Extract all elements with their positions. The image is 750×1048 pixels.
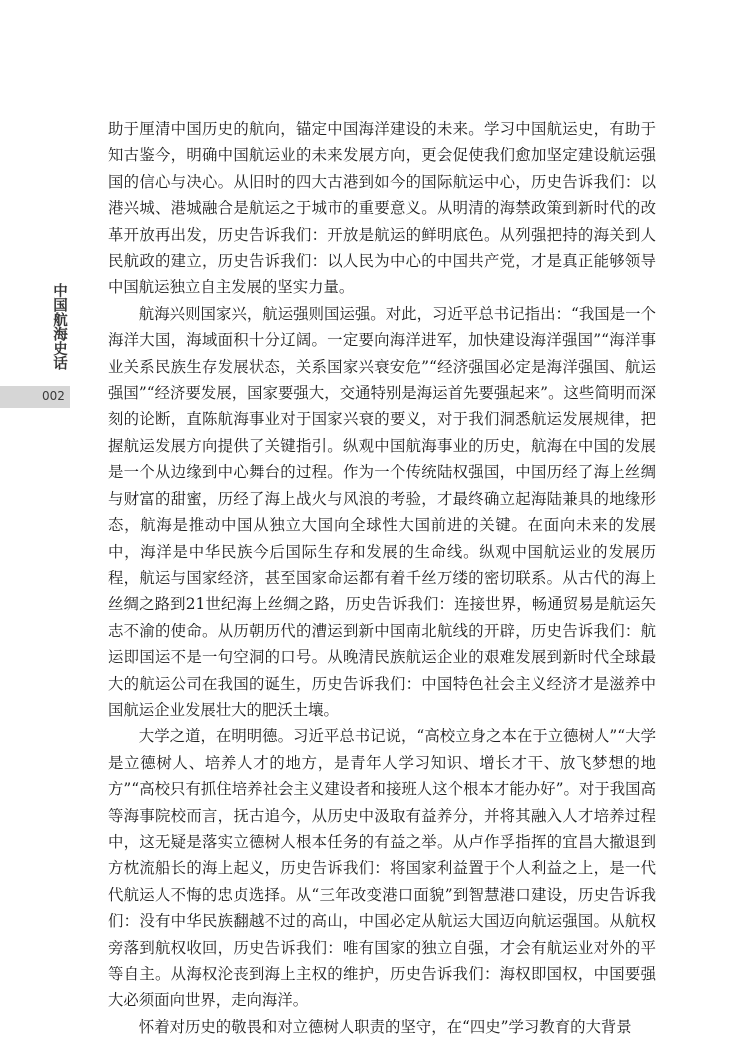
page-number-tab — [0, 386, 70, 408]
page-number: 002 — [42, 389, 65, 403]
paragraph: 航海兴则国家兴，航运强则国运强。对此，习近平总书记指出：“我国是一个海洋大国，海域面积十分辽阔。一定要向海洋进军，加快建设海洋强国”“海洋事业关系民族生存发展状态，关系国家兴衰安危”“经济强国必定是海洋强国、航运强国”“经济要发展，国家要强大，交通特别是海运首先要强起来”。这些简明而深刻的论断，直陈航海事业对于国家兴衰的要义，对于我们洞悉航运发展规律，把握航运发展方向提供了关键指引。纵观中国航海事业的历史，航海在中国的发展是一个从边缘到中心舞台的过程。作为一个传统陆权强国，中国历经了海上丝绸与财富的甜蜜，历经了海上战火与风浪的考验，才最终确立起海陆兼具的地缘形态，航海是推动中国从独立大国向全球性大国前进的关键。在面向未来的发展中，海洋是中华民族今后国际生存和发展的生命线。纵观中国航运业的发展历程，航运与国家经济，甚至国家命运都有着千丝万缕的密切联系。从古代的海上丝绸之路到21世纪海上丝绸之路，历史告诉我们：连接世界，畅通贸易是航运矢志不渝的使命。从历朝历代的漕运到新中国南北航线的开辟，历史告诉我们：航运即国运不是一句空洞的口号。从晚清民族航运企业的艰难发展到新时代全球最大的航运公司在我国的诞生，历史告诉我们：中国特色社会主义经济才是滋养中国航运企业发展壮大的肥沃土壤。 — [108, 304, 656, 719]
book-title: 中国航海史话 — [51, 283, 67, 370]
paragraph: 助于厘清中国历史的航向，锚定中国海洋建设的未来。学习中国航运史，有助于知古鉴今，明确中国航运业的未来发展方向，更会促使我们愈加坚定建设航运强国的信心与决心。从旧时的四大古港到如今的国际航运中心，历史告诉我们：以港兴城、港城融合是航运之于城市的重要意义。从明清的海禁政策到新时代的改革开放再出发，历史告诉我们：开放是航运的鲜明底色。从列强把持的海关到人民航政的建立，历史告诉我们：以人民为中心的中国共产党，才是真正能够领导中国航运独立自主发展的坚实力量。 — [108, 120, 656, 297]
paragraph: 大学之道，在明明德。习近平总书记说，“高校立身之本在于立德树人”“大学是立德树人、培养人才的地方，是青年人学习知识、增长才干、放飞梦想的地方”“高校只有抓住培养社会主义建设者和接班人这个根本才能办好”。对于我国高等海事院校而言，抚古追今，从历史中汲取有益养分，并将其融入人才培养过程中，这无疑是落实立德树人根本任务的有益之举。从卢作孚指挥的宜昌大撤退到方枕流船长的海上起义，历史告诉我们：将国家利益置于个人利益之上，是一代代航运人不悔的忠贞选择。从“三年改变港口面貌”到智慧港口建设，历史告诉我们：没有中华民族翻越不过的高山，中国必定从航运大国迈向航运强国。从航权旁落到航权收回，历史告诉我们：唯有国家的独立自强，才会有航运业对外的平等自主。从海权沦丧到海上主权的维护，历史告诉我们：海权即国权，中国要强大必须面向世界，走向海洋。 — [108, 727, 656, 1010]
body-text — [108, 116, 656, 1040]
paragraph: 怀着对历史的敬畏和对立德树人职责的坚守，在“四史”学习教育的大背景 — [138, 1017, 632, 1036]
